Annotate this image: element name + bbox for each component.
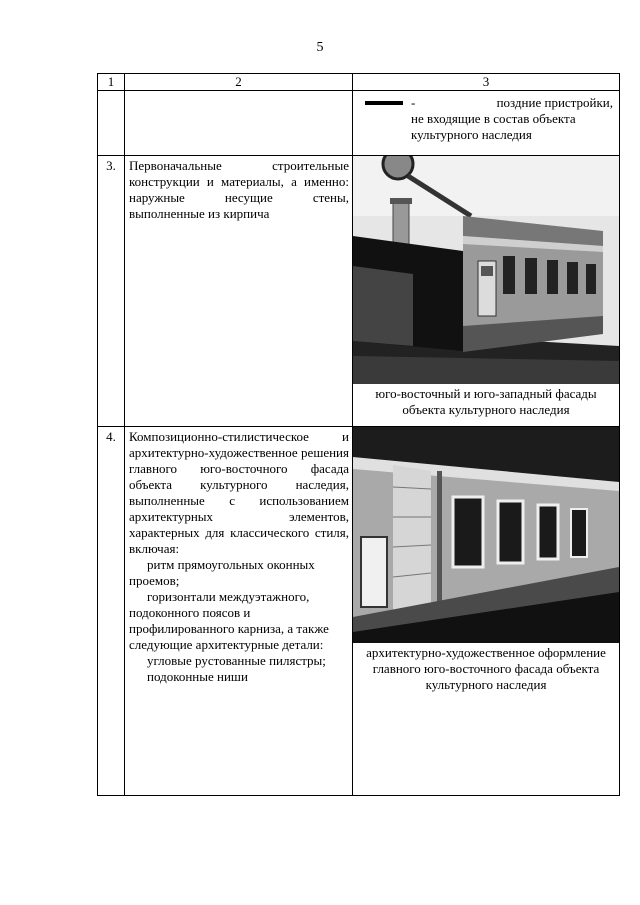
legend-cell	[353, 91, 620, 156]
page-number: 5	[316, 40, 324, 55]
row-4-image-cell	[353, 427, 620, 796]
table-row-4	[98, 427, 620, 796]
row-3-text	[125, 156, 353, 427]
table-header-row	[98, 74, 620, 91]
legend-empty-num	[98, 91, 125, 156]
row-4-intro: Композиционно-стилистическое и архитектурно-художественное решения главного юго-восточного фасада объекта культурного наследия, выполненные с использованием архитектурных элементов, характерных для классического стиля, включая:	[129, 429, 349, 556]
row-3-description: Первоначальные строительные конструкции и материалы, а именно: наружные несущие стены, выполненные из кирпича	[129, 158, 349, 221]
legend-row	[98, 91, 620, 156]
legend-dash: -	[411, 95, 416, 110]
legend-line1: поздние пристройки,	[496, 95, 613, 110]
row-4-item-horizontals: горизонтали междуэтажного, подоконного поясов и профилированного карниза, а также следующие архитектурные детали:	[129, 589, 329, 652]
row-4-item-niches: подоконные ниши	[147, 669, 248, 684]
facade-photo-main-southeast	[353, 427, 619, 643]
legend-line3: культурного наследия	[411, 127, 532, 142]
row-4-item-window-rhythm: ритм прямоугольных оконных проемов;	[129, 557, 315, 588]
row-4-item-pilasters: угловые рустованные пилястры;	[147, 653, 326, 668]
row-4-caption: архитектурно-художественное оформление главного юго-восточного фасада объекта культурного наследия	[366, 645, 606, 692]
facade-photo-southeast-southwest	[353, 156, 619, 384]
row-3-caption: юго-восточный и юго-западный фасады объекта культурного наследия	[375, 386, 597, 417]
row-3-image-cell	[353, 156, 620, 427]
header-col-2: 2	[125, 74, 353, 91]
legend-empty-text	[125, 91, 353, 156]
legend-line-symbol	[365, 101, 403, 105]
legend	[353, 91, 619, 143]
row-4-text	[125, 427, 353, 796]
row-3-number: 3.	[98, 156, 125, 427]
row-4-number: 4.	[98, 427, 125, 796]
heritage-table	[97, 73, 620, 796]
legend-line2: не входящие в состав объекта	[411, 111, 576, 126]
legend-text	[403, 95, 613, 143]
header-col-3: 3	[353, 74, 620, 91]
header-col-1: 1	[98, 74, 125, 91]
table-row-3	[98, 156, 620, 427]
